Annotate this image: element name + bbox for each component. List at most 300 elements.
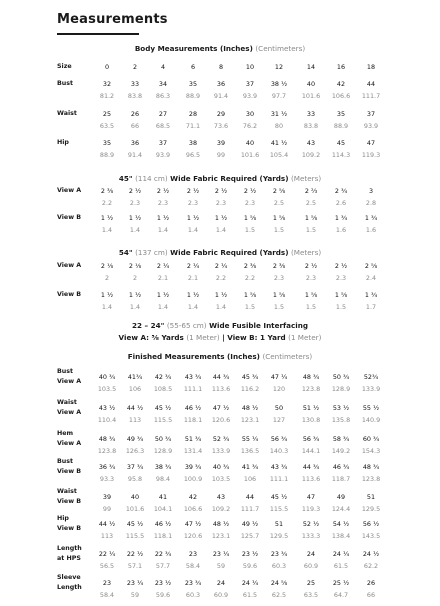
table-cell: 6: [190, 63, 196, 71]
table-cell: 23: [188, 550, 198, 558]
table-cell-metric: 1.4: [129, 303, 141, 311]
table-cell-metric: 130.8: [301, 416, 321, 424]
table-cell-metric: 105.4: [269, 151, 289, 159]
table-cell: 25: [102, 110, 112, 118]
table-cell: 2 ½: [186, 187, 200, 195]
table-cell: 1 ½: [128, 214, 142, 222]
table-cell: 40: [245, 139, 255, 147]
table-cell: 40 ¾: [212, 463, 230, 471]
table-cell: 40: [130, 493, 140, 501]
table-cell-metric: 57.1: [127, 562, 143, 570]
table-cell-metric: 60.9: [303, 562, 319, 570]
table-cell: 37: [366, 110, 376, 118]
table-cell-metric: 2.1: [157, 274, 169, 282]
table-cell: 47: [306, 493, 316, 501]
table-cell-metric: 111.1: [183, 385, 203, 393]
table-cell: 36: [130, 139, 140, 147]
table-cell-metric: 1.4: [215, 303, 227, 311]
fusible-requirements: [0, 333, 440, 342]
table-cell: 44 ½: [98, 520, 116, 528]
table-cell-metric: 120.6: [183, 532, 203, 540]
table-cell: 1 ⅝: [272, 214, 286, 222]
heading-text: 54": [118, 248, 136, 257]
table-cell: 50 ¾: [332, 373, 350, 381]
table-cell: 2 ½: [128, 187, 142, 195]
row-label: Size: [57, 63, 72, 70]
table-cell: 23 ½: [154, 579, 172, 587]
table-cell: 44: [366, 80, 376, 88]
table-cell: 3: [368, 187, 374, 195]
table-cell: 43: [216, 493, 226, 501]
table-cell-metric: 110.4: [97, 416, 117, 424]
table-cell-metric: 124.4: [331, 505, 351, 513]
table-cell-metric: 115.5: [153, 416, 173, 424]
heading-sub: (114 cm): [135, 174, 168, 183]
row-label: View A: [57, 262, 82, 269]
table-cell-metric: 2.8: [365, 199, 377, 207]
table-cell-metric: 103.5: [97, 385, 117, 393]
table-cell: 50: [274, 404, 284, 412]
table-cell-metric: 106.6: [183, 505, 203, 513]
table-cell-metric: 123.8: [97, 447, 117, 455]
table-cell: 1 ⅝: [243, 214, 257, 222]
table-cell: 36 ¾: [98, 463, 116, 471]
table-cell-metric: 95.8: [127, 475, 143, 483]
table-cell-metric: 2.3: [187, 199, 199, 207]
table-cell: 35: [336, 110, 346, 118]
table-cell-metric: 76.2: [242, 122, 258, 130]
heading-text: 22 – 24": [131, 321, 167, 330]
row-label: Bust: [57, 458, 74, 465]
row-label-secondary: View B: [57, 468, 82, 475]
table-cell: 31 ½: [270, 110, 288, 118]
table-cell-metric: 127: [272, 416, 286, 424]
table-cell: 47 ½: [184, 520, 202, 528]
table-cell: 1 ½: [186, 214, 200, 222]
table-cell: 44 ¾: [212, 373, 230, 381]
table-cell: 55 ¼: [241, 435, 259, 443]
table-cell: 23 ¾: [270, 550, 288, 558]
table-cell-metric: 129.5: [361, 505, 381, 513]
table-cell: 48 ¾: [302, 373, 320, 381]
table-cell-metric: 83.8: [127, 92, 143, 100]
table-cell: 55 ½: [362, 404, 380, 412]
table-cell-metric: 118.1: [153, 532, 173, 540]
table-cell-metric: 2: [104, 274, 110, 282]
table-cell-metric: 133.9: [361, 385, 381, 393]
table-cell-metric: 106: [128, 385, 142, 393]
table-cell-metric: 62.2: [363, 562, 379, 570]
table-cell: 44 ½: [126, 404, 144, 412]
table-cell: 43: [306, 139, 316, 147]
heading-tail: Wide Fabric Required (Yards): [167, 248, 291, 257]
table-cell-metric: 106.6: [331, 92, 351, 100]
table-cell-metric: 136.5: [240, 447, 260, 455]
table-cell: 2 ¾: [334, 187, 348, 195]
table-cell: 2 ⅝: [272, 187, 286, 195]
table-cell: 41: [158, 493, 168, 501]
table-cell-metric: 111.1: [269, 475, 289, 483]
table-cell: 0: [104, 63, 110, 71]
row-label-secondary: Length: [57, 584, 82, 591]
table-cell-metric: 123.1: [211, 532, 231, 540]
table-cell: 23 ¼: [126, 579, 144, 587]
table-cell-metric: 96.5: [185, 151, 201, 159]
table-cell: 54 ½: [332, 520, 350, 528]
table-cell-metric: 2.5: [305, 199, 317, 207]
heading-sub: (137 cm): [135, 248, 168, 257]
table-cell: 1 ½: [100, 291, 114, 299]
table-cell-metric: 1.5: [244, 226, 256, 234]
table-cell: 2 ⅛: [100, 262, 114, 270]
table-cell-metric: 109.2: [301, 151, 321, 159]
table-cell-metric: 144.1: [301, 447, 321, 455]
table-cell: 25 ½: [332, 579, 350, 587]
table-cell: 42: [188, 493, 198, 501]
table-cell-metric: 115.5: [269, 505, 289, 513]
table-cell: 26: [366, 579, 376, 587]
table-cell-metric: 111.7: [240, 505, 260, 513]
table-cell-metric: 58.4: [99, 591, 115, 599]
table-cell: 1 ¾: [334, 214, 348, 222]
table-cell: 47: [366, 139, 376, 147]
table-cell: 2 ⅜: [272, 262, 286, 270]
table-cell-metric: 88.9: [333, 122, 349, 130]
table-cell-metric: 97.7: [271, 92, 287, 100]
table-cell-metric: 133.3: [301, 532, 321, 540]
table-cell-metric: 120.6: [211, 416, 231, 424]
table-cell: 39 ¾: [184, 463, 202, 471]
table-cell: 1 ⅝: [334, 291, 348, 299]
table-cell: 48 ½: [212, 520, 230, 528]
table-cell: 49: [336, 493, 346, 501]
table-cell: 32: [102, 80, 112, 88]
table-cell-metric: 60.3: [271, 562, 287, 570]
heading-text: Finished Measurements (Inches): [127, 352, 260, 361]
table-cell-metric: 1.5: [273, 226, 285, 234]
view-a-amount: View A: ⅝ Yards: [118, 333, 187, 342]
table-cell-metric: 68.5: [155, 122, 171, 130]
view-b-metric: (1 Meter): [288, 333, 322, 342]
row-label: Sleeve: [57, 574, 81, 581]
table-cell: 53 ½: [332, 404, 350, 412]
table-cell-metric: 149.2: [331, 447, 351, 455]
table-cell: 60 ¾: [362, 435, 380, 443]
table-cell: 34: [158, 80, 168, 88]
table-cell-metric: 1.5: [273, 303, 285, 311]
table-cell-metric: 123.1: [240, 416, 260, 424]
table-cell: 45 ½: [270, 493, 288, 501]
table-cell: 25: [306, 579, 316, 587]
table-cell-metric: 81.2: [99, 92, 115, 100]
table-cell-metric: 62.5: [271, 591, 287, 599]
heading-text: Body Measurements (Inches): [134, 44, 253, 53]
table-cell: 2: [132, 63, 138, 71]
table-cell-metric: 1.4: [129, 226, 141, 234]
table-cell: 23 ¼: [212, 550, 230, 558]
table-cell: 2 ½: [334, 262, 348, 270]
table-cell: 2 ½: [156, 187, 170, 195]
table-cell-metric: 99: [216, 151, 226, 159]
table-cell-metric: 61.5: [333, 562, 349, 570]
table-cell-metric: 73.6: [213, 122, 229, 130]
table-cell-metric: 93.9: [363, 122, 379, 130]
table-cell: 1 ½: [156, 214, 170, 222]
table-cell-metric: 93.9: [242, 92, 258, 100]
table-cell-metric: 104.1: [153, 505, 173, 513]
table-cell-metric: 57.7: [155, 562, 171, 570]
table-cell-metric: 2.2: [101, 199, 113, 207]
table-cell-metric: 98.4: [155, 475, 171, 483]
row-label: Bust: [57, 80, 74, 87]
table-cell: 44: [245, 493, 255, 501]
table-cell-metric: 1.4: [157, 226, 169, 234]
table-cell-metric: 1.5: [335, 303, 347, 311]
table-cell: 33: [306, 110, 316, 118]
table-cell: 2 ⅜: [243, 262, 257, 270]
table-cell-metric: 154.3: [361, 447, 381, 455]
table-cell-metric: 2.5: [273, 199, 285, 207]
table-cell: 39: [216, 139, 226, 147]
page-title: Measurements: [57, 12, 168, 27]
table-cell: 45 ¾: [241, 373, 259, 381]
table-cell-metric: 1.4: [157, 303, 169, 311]
table-cell-metric: 135.8: [331, 416, 351, 424]
table-cell: 2 ¼: [156, 262, 170, 270]
table-cell: 41 ¾: [241, 463, 259, 471]
table-cell: 46 ¾: [332, 463, 350, 471]
table-cell: 50 ¾: [154, 435, 172, 443]
table-cell-metric: 91.4: [213, 92, 229, 100]
table-cell-metric: 2.3: [335, 274, 347, 282]
table-cell-metric: 119.3: [301, 505, 321, 513]
row-label: Waist: [57, 110, 77, 117]
table-cell: 2 ⅜: [100, 187, 114, 195]
row-label-secondary: View B: [57, 525, 82, 532]
table-cell: 24 ⅝: [270, 579, 288, 587]
table-cell: 41¾: [127, 373, 143, 381]
table-cell: 22 ½: [126, 550, 144, 558]
table-cell-metric: 113: [100, 532, 114, 540]
table-cell: 4: [160, 63, 166, 71]
table-cell-metric: 125.7: [240, 532, 260, 540]
table-cell: 36: [216, 80, 226, 88]
section-heading-finished: [0, 352, 440, 361]
table-cell-metric: 123.8: [361, 475, 381, 483]
table-cell: 35: [102, 139, 112, 147]
table-cell: 49 ¾: [126, 435, 144, 443]
table-cell-metric: 86.3: [155, 92, 171, 100]
section-heading-body: [0, 44, 440, 53]
table-cell: 44 ¾: [302, 463, 320, 471]
row-label: Waist: [57, 399, 77, 406]
table-cell: 38: [188, 139, 198, 147]
table-cell: 23: [102, 579, 112, 587]
table-cell-metric: 2.3: [273, 274, 285, 282]
table-cell-metric: 119.3: [361, 151, 381, 159]
table-cell-metric: 143.5: [361, 532, 381, 540]
table-cell-metric: 118.1: [183, 416, 203, 424]
table-cell-metric: 2.4: [365, 274, 377, 282]
table-cell: 43 ¾: [184, 373, 202, 381]
table-cell: 41 ½: [270, 139, 288, 147]
table-cell-metric: 66: [366, 591, 376, 599]
row-label: View B: [57, 291, 82, 298]
heading-tail-sub: (Meters): [290, 248, 322, 257]
table-cell-metric: 138.4: [331, 532, 351, 540]
table-cell: 40 ¾: [98, 373, 116, 381]
section-heading-fusible: [0, 321, 440, 330]
table-cell: 52 ¾: [212, 435, 230, 443]
table-cell: 1 ½: [128, 291, 142, 299]
table-cell: 45 ½: [154, 404, 172, 412]
table-cell-metric: 129.5: [269, 532, 289, 540]
table-cell: 2 ⅔: [304, 187, 318, 195]
table-cell: 1 ½: [214, 214, 228, 222]
table-cell-metric: 140.3: [269, 447, 289, 455]
table-cell: 8: [218, 63, 224, 71]
table-cell: 2 ⅝: [364, 262, 378, 270]
table-cell-metric: 106: [243, 475, 257, 483]
table-cell-metric: 59: [130, 591, 140, 599]
heading-tail: Wide Fabric Required (Yards): [167, 174, 291, 183]
table-cell: 2 ¼: [186, 262, 200, 270]
table-cell: 18: [366, 63, 376, 71]
table-cell: 16: [336, 63, 346, 71]
table-cell: 1 ⅝: [304, 214, 318, 222]
table-cell: 22 ¼: [98, 550, 116, 558]
table-cell: 37: [245, 80, 255, 88]
table-cell-metric: 100.9: [183, 475, 203, 483]
heading-sub: (Centimeters): [255, 44, 306, 53]
table-cell-metric: 116.2: [240, 385, 260, 393]
title-underline: [57, 33, 139, 35]
table-cell-metric: 2.6: [335, 199, 347, 207]
table-cell-metric: 1.4: [101, 303, 113, 311]
table-cell-metric: 2.3: [244, 199, 256, 207]
table-cell-metric: 140.9: [361, 416, 381, 424]
row-label-secondary: View B: [57, 498, 82, 505]
table-cell: 23 ½: [241, 550, 259, 558]
table-cell-metric: 123.8: [301, 385, 321, 393]
table-cell-metric: 128.9: [153, 447, 173, 455]
table-cell-metric: 61.5: [242, 591, 258, 599]
table-cell-metric: 2.3: [157, 199, 169, 207]
table-cell: 39: [102, 493, 112, 501]
table-cell: 52 ½: [302, 520, 320, 528]
table-cell-metric: 131.4: [183, 447, 203, 455]
table-cell: 1 ½: [186, 291, 200, 299]
table-cell-metric: 93.9: [155, 151, 171, 159]
table-cell: 58 ¾: [332, 435, 350, 443]
table-cell: 29: [216, 110, 226, 118]
row-label-secondary: View A: [57, 440, 82, 447]
table-cell: 14: [306, 63, 316, 71]
table-cell: 38 ½: [270, 80, 288, 88]
table-cell-metric: 126.3: [125, 447, 145, 455]
table-cell-metric: 2.2: [244, 274, 256, 282]
table-cell-metric: 120: [272, 385, 286, 393]
table-cell-metric: 113: [128, 416, 142, 424]
row-label-secondary: at HPS: [57, 555, 81, 562]
table-cell-metric: 101.6: [125, 505, 145, 513]
table-cell: 56 ¾: [270, 435, 288, 443]
table-cell-metric: 91.4: [127, 151, 143, 159]
table-cell: 35: [188, 80, 198, 88]
table-cell: 24 ¼: [241, 579, 259, 587]
heading-sub: (Centimeters): [262, 352, 313, 361]
table-cell-metric: 111.7: [361, 92, 381, 100]
table-cell-metric: 103.5: [211, 475, 231, 483]
heading-sub: (55-65 cm): [166, 321, 207, 330]
table-cell: 45: [336, 139, 346, 147]
table-cell: 48 ½: [241, 404, 259, 412]
table-cell: 51 ½: [302, 404, 320, 412]
view-b-amount: | View B: 1 Yard: [219, 333, 289, 342]
table-cell-metric: 113.6: [211, 385, 231, 393]
table-cell: 1 ⅝: [272, 291, 286, 299]
table-cell: 1 ½: [214, 291, 228, 299]
table-cell-metric: 63.5: [303, 591, 319, 599]
row-label: Hip: [57, 515, 69, 522]
table-cell: 33: [130, 80, 140, 88]
table-cell: 22 ¾: [154, 550, 172, 558]
heading-text: 45": [118, 174, 136, 183]
table-cell: 26: [130, 110, 140, 118]
table-cell-metric: 2.2: [215, 274, 227, 282]
table-cell-metric: 59.6: [242, 562, 258, 570]
heading-tail: Wide Fusible Interfacing: [206, 321, 308, 330]
table-cell: 48 ¾: [98, 435, 116, 443]
section-heading-fabric-54: [0, 248, 440, 257]
table-cell-metric: 60.9: [213, 591, 229, 599]
table-cell-metric: 2.1: [187, 274, 199, 282]
table-cell-metric: 1.4: [101, 226, 113, 234]
table-cell-metric: 71.1: [185, 122, 201, 130]
table-cell: 1 ½: [156, 291, 170, 299]
table-cell: 30: [245, 110, 255, 118]
table-cell: 1 ½: [100, 214, 114, 222]
row-label-secondary: View A: [57, 409, 82, 416]
table-cell: 47 ¼: [270, 373, 288, 381]
table-cell-metric: 60.3: [185, 591, 201, 599]
table-cell: 1 ⅝: [243, 291, 257, 299]
table-cell-metric: 114.3: [331, 151, 351, 159]
table-cell-metric: 88.9: [99, 151, 115, 159]
table-cell: 24 ¼: [332, 550, 350, 558]
table-cell: 49 ½: [241, 520, 259, 528]
table-cell-metric: 66: [130, 122, 140, 130]
table-cell: 51: [366, 493, 376, 501]
table-cell-metric: 101.6: [301, 92, 321, 100]
table-cell: 45 ½: [126, 520, 144, 528]
heading-tail-sub: (Meters): [290, 174, 322, 183]
table-cell-metric: 2.3: [305, 274, 317, 282]
table-cell: 46 ½: [154, 520, 172, 528]
table-cell-metric: 118.7: [331, 475, 351, 483]
table-cell: 42 ¾: [154, 373, 172, 381]
view-a-metric: (1 Meter): [186, 333, 220, 342]
table-cell-metric: 1.4: [187, 303, 199, 311]
table-cell-metric: 1.5: [305, 226, 317, 234]
table-cell: 1 ¾: [364, 214, 378, 222]
table-cell-metric: 93.3: [99, 475, 115, 483]
table-cell: 48 ¾: [362, 463, 380, 471]
table-cell-metric: 2.3: [129, 199, 141, 207]
table-cell-metric: 113.6: [301, 475, 321, 483]
table-cell: 56 ¾: [302, 435, 320, 443]
table-cell-metric: 1.4: [215, 226, 227, 234]
